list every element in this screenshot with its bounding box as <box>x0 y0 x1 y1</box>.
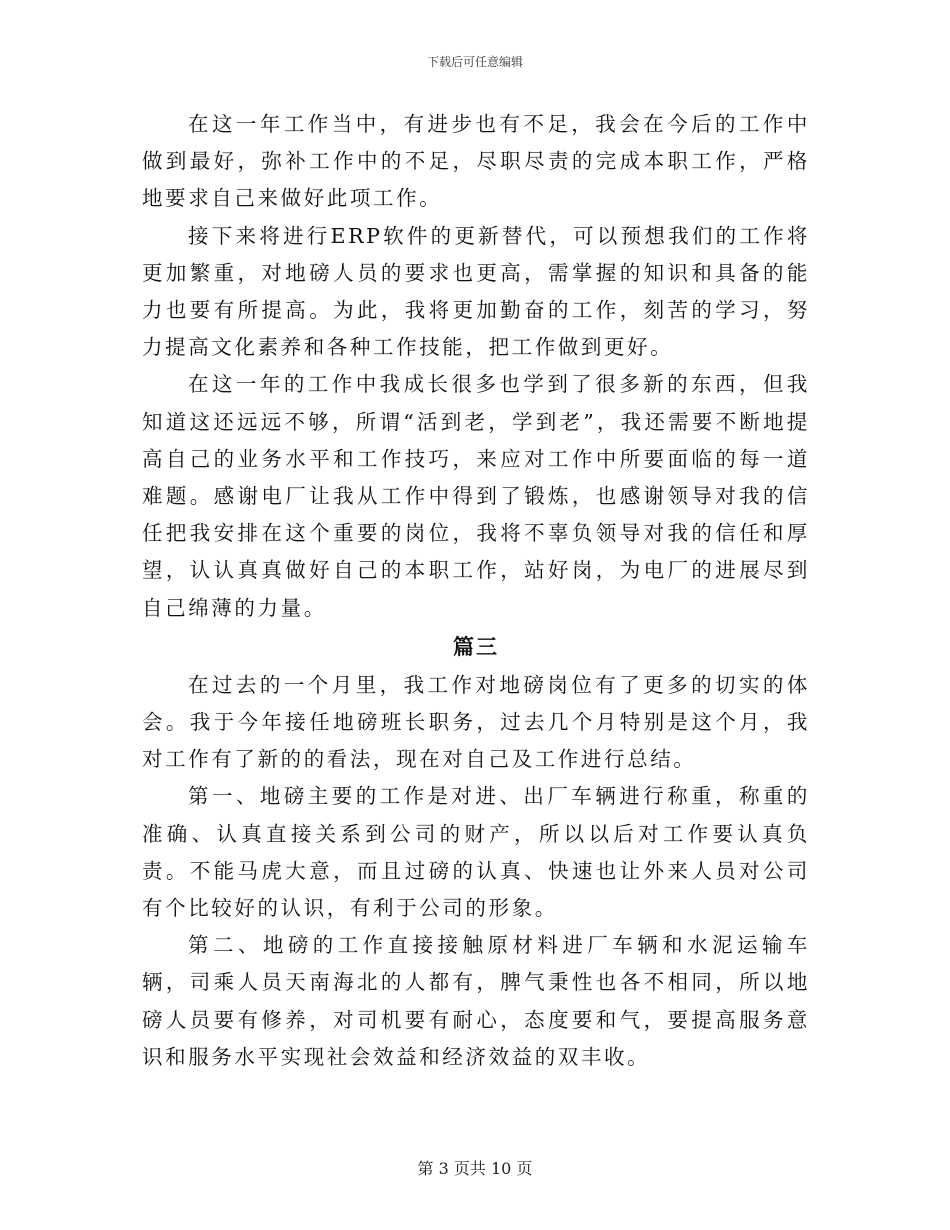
paragraph: 接下来将进行ERP软件的更新替代，可以预想我们的工作将更加繁重，对地磅人员的要求也更高，需掌握的知识和具备的能力也要有所提高。为此，我将更加勤奋的工作，刻苦的学习，努力提高文化素养和各种工作技能，把工作做到更好。 <box>142 223 810 360</box>
paragraph: 在这一年工作当中，有进步也有不足，我会在今后的工作中做到最好，弥补工作中的不足，尽职尽责的完成本职工作，严格地要求自己来做好此项工作。 <box>142 112 810 211</box>
paragraph: 在过去的一个月里，我工作对地磅岗位有了更多的切实的体会。我于今年接任地磅班长职务，过去几个月特别是这个月，我对工作有了新的的看法，现在对自己及工作进行总结。 <box>142 672 810 772</box>
page-header: 下载后可任意编辑 <box>426 55 523 69</box>
page-footer: 第 3 页共 10 页 <box>417 1159 533 1178</box>
document-body <box>142 106 810 1076</box>
paragraph: 在这一年的工作中我成长很多也学到了很多新的东西，但我知道这还远远不够，所谓“活到老，学到老”，我还需要不断地提高自己的业务水平和工作技巧，来应对工作中所要面临的每一道难题。感谢电厂让我从工作中得到了锻炼，也感谢领导对我的信任把我安排在这个重要的岗位，我将不辜负领导对我的信任和厚望，认认真真做好自己的本职工作，站好岗，为电厂的进展尽到自己绵薄的力量。 <box>142 372 810 620</box>
paragraph: 第一、地磅主要的工作是对进、出厂车辆进行称重，称重的准确、认真直接关系到公司的财产，所以以后对工作要认真负责。不能马虎大意，而且过磅的认真、快速也让外来人员对公司有个比较好的认识，有利于公司的形象。 <box>142 784 810 921</box>
paragraph: 第二、地磅的工作直接接触原材料进厂车辆和水泥运输车辆，司乘人员天南海北的人都有，脾气秉性也各不相同，所以地磅人员要有修养，对司机要有耐心，态度要和气，要提高服务意识和服务水平实现社会效益和经济效益的双丰收。 <box>142 933 810 1069</box>
section-title: 篇三 <box>453 634 499 659</box>
